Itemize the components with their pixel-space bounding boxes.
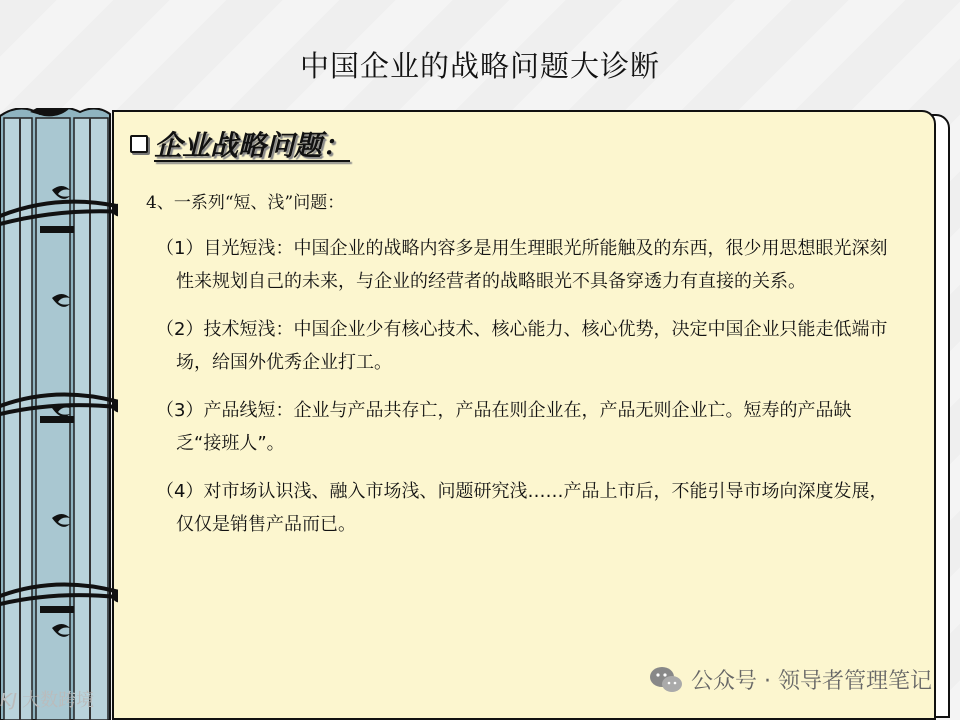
problem-item: （1）目光短浅：中国企业的战略内容多是用生理眼光所能触及的东西，很少用思想眼光深刻性来规划自己的未来，与企业的经营者的战略眼光不具备穿透力有直接的关系。 <box>156 238 888 292</box>
checkbox-icon <box>130 135 148 153</box>
problem-item: （2）技术短浅：中国企业少有核心技术、核心能力、核心优势，决定中国企业只能走低端市场，给国外优秀企业打工。 <box>156 319 888 373</box>
notebook-spine-with-rings <box>0 108 118 720</box>
section-heading-label: 企业战略问题： <box>154 129 351 162</box>
slide-title: 中国企业的战略问题大诊断 <box>299 51 660 83</box>
watermark-left-text: 大数跨境 <box>22 690 95 710</box>
watermark-left-mark: KJ <box>0 690 18 711</box>
wechat-icon <box>649 665 683 695</box>
problem-list <box>156 232 892 556</box>
problem-item: （4）对市场认识浅、融入市场浅、问题研究浅……产品上市后，不能引导市场向深度发展，仅仅是销售产品而已。 <box>156 481 888 535</box>
notebook-frame <box>0 108 948 720</box>
section-intro: 4、一系列“短、浅”问题： <box>146 193 345 213</box>
watermark-left <box>0 686 94 712</box>
problem-item: （3）产品线短：企业与产品共存亡，产品在则企业在，产品无则企业亡。短寿的产品缺乏“接班人”。 <box>156 400 852 454</box>
watermark-right <box>649 664 932 695</box>
section-heading <box>130 124 372 164</box>
watermark-right-text: 公众号 · 领导者管理笔记 <box>691 669 932 694</box>
